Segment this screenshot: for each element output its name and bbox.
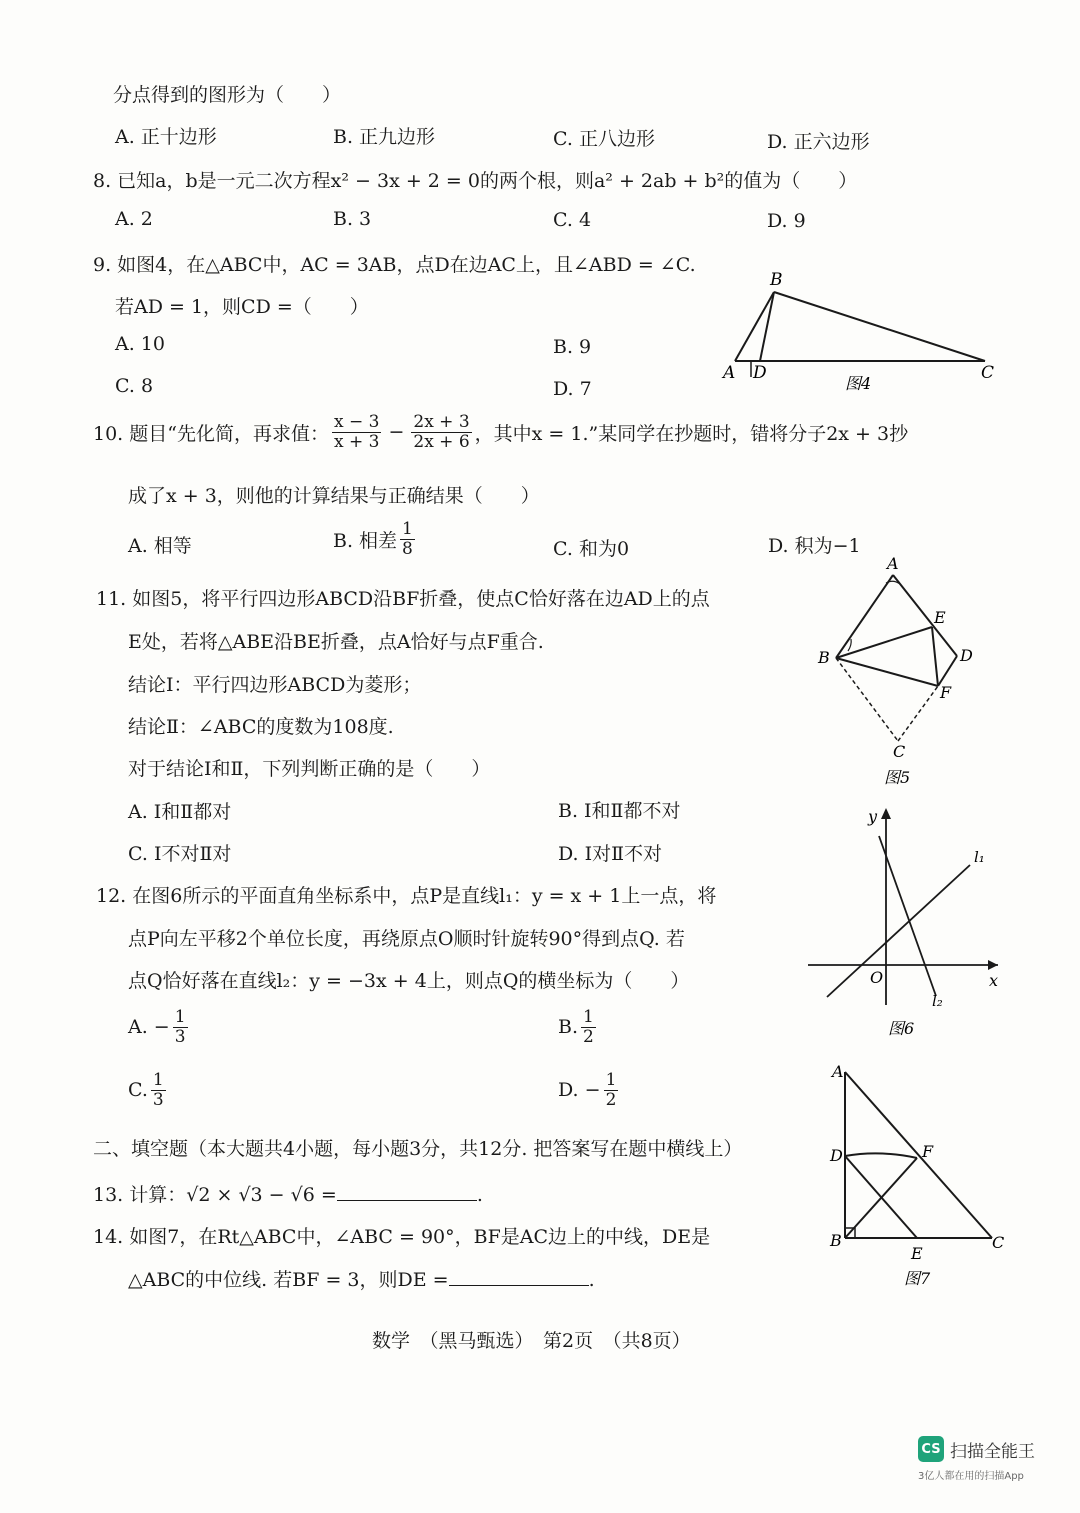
- fig7-label-c: C: [992, 1233, 1005, 1252]
- fig6-caption: 图6: [888, 1019, 915, 1038]
- q12-option-a-fraction: [173, 1008, 188, 1046]
- q10-frac2-num: 2x + 3: [413, 412, 470, 432]
- q7-tail: 分点得到的图形为（ ）: [113, 84, 342, 106]
- q11-conclusion-1: 结论Ⅰ：平行四边形ABCD为菱形；: [128, 674, 422, 696]
- fig4-side-bc: [774, 292, 985, 361]
- fig5-fold-be: [836, 627, 932, 658]
- q10-option-b-label: B. 相差: [333, 529, 398, 552]
- q12-option-b-num: 1: [583, 1007, 594, 1027]
- q10-frac2-den: 2x + 6: [413, 431, 470, 452]
- fig7-label-f: F: [922, 1142, 934, 1161]
- fig5-dashed-cf: [898, 686, 938, 741]
- q11-option-c: C. Ⅰ不对Ⅱ对: [128, 843, 232, 865]
- q11-question: 对于结论Ⅰ和Ⅱ，下列判断正确的是（ ）: [128, 758, 491, 780]
- q10-minus: −: [388, 421, 405, 444]
- q12-option-d-label: D. −: [558, 1079, 601, 1102]
- q11-line-2: E处，若将△ABE沿BE折叠，点A恰好与点F重合.: [128, 631, 544, 653]
- q12-line-1: 12. 在图6所示的平面直角坐标系中，点P是直线l₁：y = x + 1上一点，将: [96, 885, 717, 907]
- q7-option-a: A. 正十边形: [115, 126, 217, 148]
- q10-frac1-den: x + 3: [333, 431, 380, 452]
- q12-option-b-fraction: [581, 1008, 596, 1046]
- fig5-side-ad: [893, 575, 957, 656]
- fig4-side-ab: [735, 292, 774, 361]
- figure-4: [710, 265, 1020, 395]
- q9-stem: 9. 如图4，在△ABC中，AC = 3AB，点D在边AC上，且∠ABD = ∠C.: [93, 254, 696, 276]
- q10-fraction-1: [332, 413, 381, 451]
- q13-period: .: [476, 1184, 483, 1206]
- fig5-label-e: E: [934, 608, 946, 627]
- q8-option-b: B. 3: [333, 208, 372, 230]
- fig4-label-a: A: [723, 363, 736, 383]
- q12-option-a: [128, 1008, 191, 1046]
- q11-conclusion-2: 结论Ⅱ：∠ABC的度数为108度.: [128, 716, 394, 738]
- fig4-segment-bd: [760, 292, 774, 361]
- fig7-segment-df: [845, 1153, 917, 1158]
- q7-option-b: B. 正九边形: [333, 126, 436, 148]
- watermark-tagline: 3亿人都在用的扫描App: [918, 1471, 1024, 1482]
- q11-line-1: 11. 如图5，将平行四边形ABCD沿BF折叠，使点C恰好落在边AD上的点: [96, 588, 710, 610]
- q12-option-c-num: 1: [152, 1070, 164, 1090]
- q11-option-b: B. Ⅰ和Ⅱ都不对: [558, 800, 681, 822]
- q12-option-c-label: C.: [128, 1079, 148, 1102]
- fig4-label-c: C: [981, 363, 995, 383]
- q12-option-c-den: 3: [152, 1089, 164, 1110]
- q10-option-d: D. 积为−1: [768, 535, 861, 557]
- q13-stem: 13. 计算：√2 × √3 − √6 =: [93, 1184, 337, 1206]
- q12-option-c: [128, 1071, 169, 1109]
- fig7-label-d: D: [830, 1146, 843, 1165]
- q10-fraction-2: [411, 413, 471, 451]
- fig5-label-a: A: [887, 555, 899, 573]
- q10-option-b: [333, 520, 418, 558]
- fig5-caption: 图5: [884, 768, 911, 787]
- fig4-label-d: D: [753, 363, 767, 383]
- q12-option-d-den: 2: [605, 1089, 617, 1110]
- fig5-segment-ef: [932, 627, 938, 686]
- fig6-line-l1: [827, 865, 970, 997]
- fig6-x-arrow: [988, 960, 998, 970]
- q12-option-a-den: 3: [174, 1026, 186, 1047]
- q12-option-a-num: 1: [174, 1007, 186, 1027]
- fig5-fold-bf: [836, 658, 938, 686]
- q10-option-b-fraction: [400, 520, 415, 558]
- q12-line-2: 点P向左平移2个单位长度，再绕原点O顺时针旋转90°得到点Q. 若: [128, 928, 685, 950]
- q12-option-a-label: A. −: [128, 1016, 170, 1039]
- fig5-label-b: B: [818, 648, 830, 667]
- figure-7: [820, 1060, 1040, 1292]
- figure-5: [810, 555, 990, 790]
- fig5-side-ab: [836, 575, 893, 658]
- q14-stem: △ABC的中位线. 若BF = 3，则DE =: [128, 1269, 449, 1291]
- q13: [93, 1180, 483, 1207]
- q11-option-a: A. Ⅰ和Ⅱ都对: [128, 801, 232, 823]
- fig5-label-d: D: [960, 646, 973, 665]
- q12-option-b: [558, 1008, 599, 1046]
- q12-line-3: 点Q恰好落在直线l₂：y = −3x + 4上，则点Q的横坐标为（ ）: [128, 970, 690, 992]
- q7-option-c: C. 正八边形: [553, 128, 655, 150]
- q11-option-d: D. Ⅰ对Ⅱ不对: [558, 843, 663, 865]
- q14-answer-blank[interactable]: [449, 1269, 589, 1286]
- q14-line-1: 14. 如图7，在Rt△ABC中，∠ABC = 90°，BF是AC边上的中线，DE是: [93, 1226, 711, 1248]
- q9-stem-2: 若AD = 1，则CD =（ ）: [115, 296, 369, 318]
- q8-option-d: D. 9: [767, 210, 806, 232]
- q10-pre: 10. 题目“先化简，再求值：: [93, 422, 329, 445]
- fig5-label-c: C: [893, 742, 906, 761]
- q12-option-d-fraction: [604, 1071, 619, 1109]
- fig6-label-x: x: [989, 971, 999, 990]
- q10-option-b-num: 1: [402, 519, 413, 539]
- q9-option-a: A. 10: [115, 333, 165, 355]
- q10-frac1-num: x − 3: [333, 412, 380, 432]
- fig6-y-arrow: [881, 808, 891, 819]
- q12-option-d-num: 1: [605, 1070, 617, 1090]
- q10-option-a: A. 相等: [128, 535, 192, 557]
- q10-option-b-den: 8: [402, 538, 413, 559]
- watermark-name: 扫描全能王: [950, 1442, 1035, 1462]
- fig5-dashed-bc: [836, 658, 898, 741]
- q12-option-c-fraction: [151, 1071, 166, 1109]
- fig6-label-o: O: [870, 968, 884, 987]
- q9-option-c: C. 8: [115, 375, 154, 397]
- q8-option-c: C. 4: [553, 209, 592, 231]
- q9-option-d: D. 7: [553, 378, 592, 400]
- fig6-label-l2: l₂: [932, 992, 943, 1010]
- q14-line-2: [128, 1265, 595, 1292]
- q7-option-d: D. 正六边形: [767, 131, 870, 153]
- q9-option-b: B. 9: [553, 336, 592, 358]
- figure-6: [800, 800, 1030, 1045]
- fig4-caption: 图4: [845, 374, 872, 393]
- page-footer: 数学 （黑马甄选） 第2页 （共8页）: [372, 1330, 691, 1352]
- q8-option-a: A. 2: [115, 208, 153, 230]
- fig6-label-y: y: [868, 807, 878, 826]
- q10-option-c: C. 和为0: [553, 538, 630, 560]
- q12-option-b-den: 2: [583, 1026, 594, 1047]
- q12-option-d: [558, 1071, 621, 1109]
- q10-post: ，其中x = 1.”某同学在抄题时，错将分子2x + 3抄: [474, 422, 909, 445]
- q10-line-2: 成了x + 3，则他的计算结果与正确结果（ ）: [128, 485, 540, 507]
- fig6-line-l2: [879, 836, 936, 996]
- fig4-label-b: B: [770, 270, 783, 290]
- q12-option-b-label: B.: [558, 1016, 579, 1039]
- fig5-side-df: [938, 656, 957, 686]
- fig7-label-e: E: [911, 1244, 923, 1263]
- fig7-label-b: B: [830, 1231, 842, 1250]
- q14-period: .: [588, 1269, 595, 1291]
- q10-stem: [93, 413, 908, 451]
- fig7-label-a: A: [832, 1062, 844, 1081]
- section-2-heading: 二、填空题（本大题共4小题，每小题3分，共12分. 把答案写在题中横线上）: [93, 1138, 743, 1160]
- q8-stem: 8. 已知a，b是一元二次方程x² − 3x + 2 = 0的两个根，则a² + 2ab + b²的值为（ ）: [93, 170, 858, 192]
- fig6-label-l1: l₁: [974, 848, 985, 866]
- fig7-caption: 图7: [904, 1269, 931, 1288]
- fig5-label-f: F: [940, 683, 952, 702]
- camscanner-logo: CS: [918, 1436, 944, 1462]
- q13-answer-blank[interactable]: [337, 1184, 477, 1201]
